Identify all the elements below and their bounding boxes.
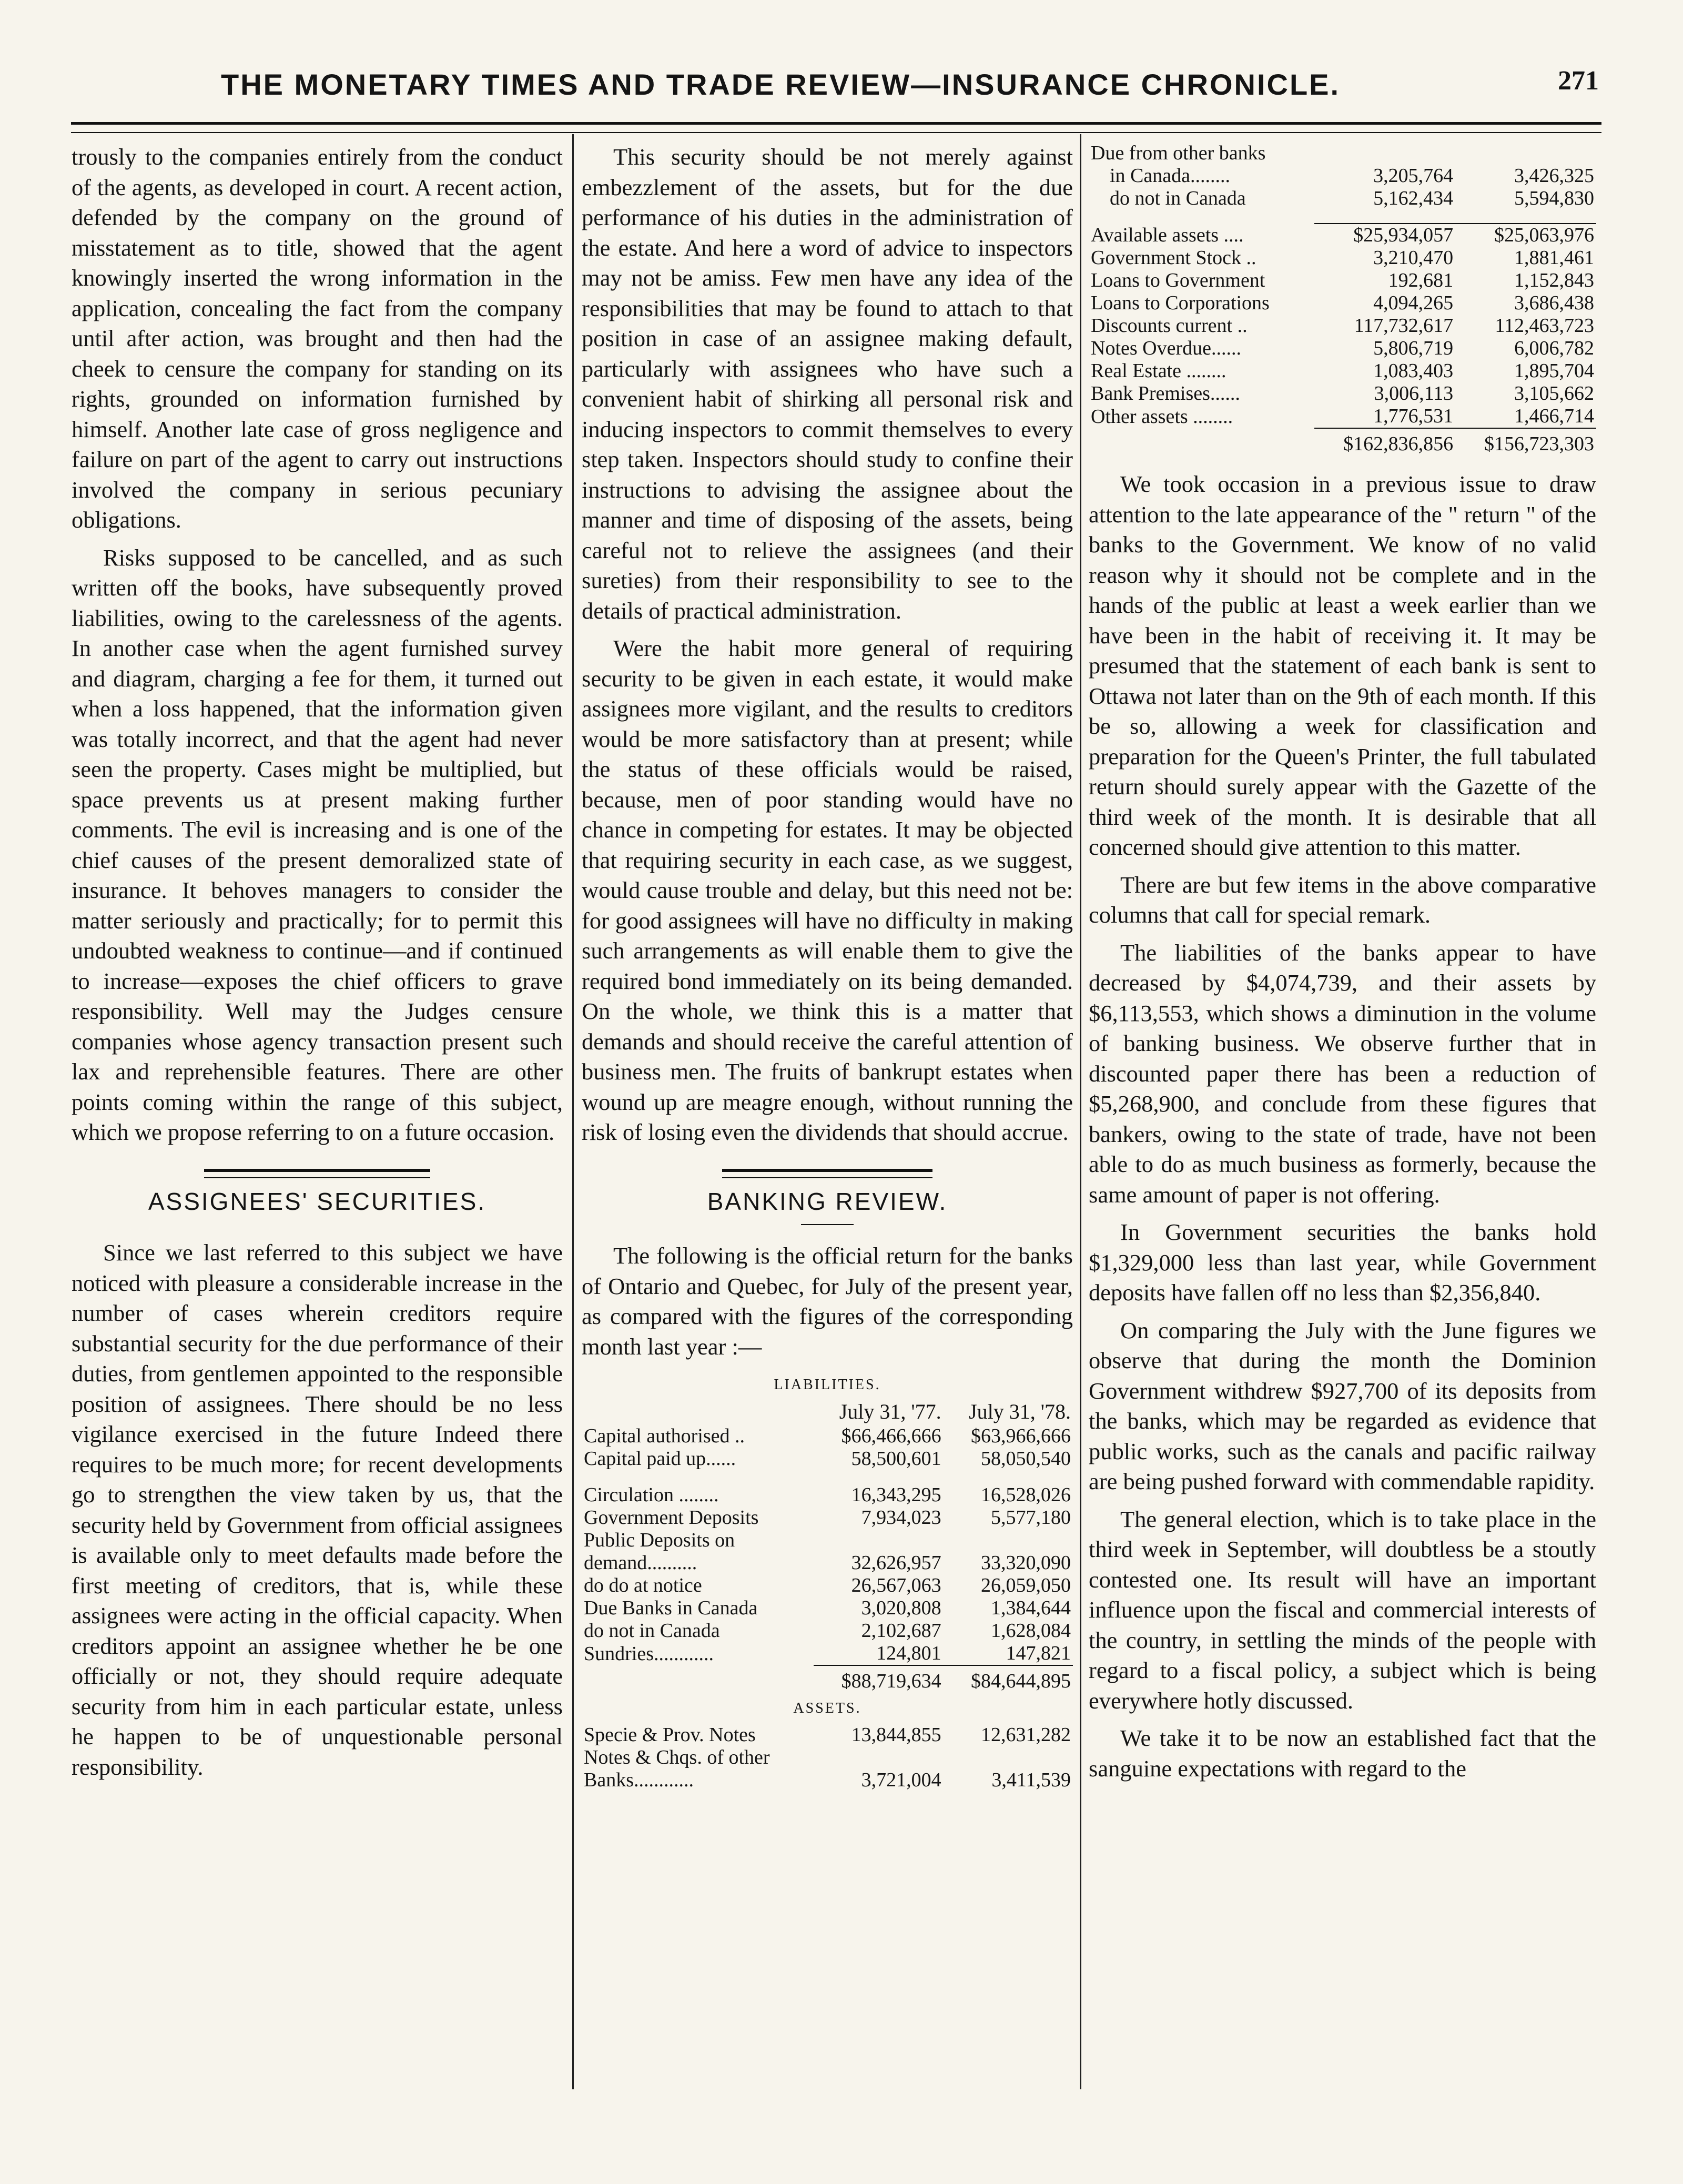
column-head-1877: July 31, '77.	[839, 1400, 941, 1423]
liabilities-heading: LIABILITIES.	[774, 1377, 881, 1393]
table-row	[582, 1529, 1073, 1552]
row-label: do not in Canada	[584, 1620, 720, 1642]
row-value: 1,384,644	[991, 1597, 1071, 1619]
row-label: Capital authorised ..	[584, 1425, 745, 1447]
row-value	[1314, 142, 1455, 165]
row-label: Sundries............	[584, 1643, 714, 1665]
row-value: 2,102,687	[861, 1620, 941, 1642]
table-row	[582, 1724, 1073, 1746]
row-label: do not in Canada	[1110, 187, 1246, 209]
table-spacer	[582, 1470, 1073, 1484]
row-label: Capital paid up......	[584, 1448, 736, 1470]
table-row	[1089, 315, 1596, 337]
row-value: 192,681	[1388, 269, 1454, 291]
row-label: Specie & Prov. Notes	[584, 1724, 756, 1746]
row-label: Discounts current ..	[1091, 315, 1248, 337]
row-value: 147,821	[1006, 1642, 1071, 1664]
running-title: THE MONETARY TIMES AND TRADE REVIEW—INSURANCE CHRONICLE.	[221, 68, 1341, 101]
paragraph: We took occasion in a previous issue to draw attention to the late appearance of the " return " of the banks to the Government. We know of no valid reason why it should not be complete and in the hands of the public at least a week earlier than we have been in the habit of receiving it. It may be presumed that the statement of each bank is sent to Ottawa not later than on the 9th of each month. If this be so, allowing a week for classification and preparation for the Queen's Printer, the full tabulated return should surely appear with the Gazette of the third week of the month. It is desirable that all concerned should give attention to this matter.	[1089, 471, 1596, 860]
row-label: Notes & Chqs. of other	[584, 1746, 770, 1768]
row-value: 3,020,808	[861, 1597, 941, 1619]
row-label: Banks............	[584, 1769, 694, 1791]
row-value: 5,806,719	[1373, 337, 1454, 359]
paragraph: On comparing the July with the June figures we observe that during the month the Dominion Government withdrew $927,700 of its deposits from the banks, which may be regarded as evidence that public works, such as the canals and pacific railway are being pushed forward with commendable rapidity.	[1089, 1317, 1596, 1494]
table-row	[1089, 292, 1596, 315]
table-total-row	[1089, 428, 1596, 456]
paragraph: Were the habit more general of requiring security to be given in each estate, it would make assignees more vigilant, and the results to creditors would be more satisfactory than at present; while the status of these officials would be raised, because, men of poor standing would have no chance in competing for estates. It may be objected that requiring security in each case, as we suggest, would cause trouble and delay, but this need not be: for good assignees will have no difficulty in making such arrangements as will enable them to give the required bond immediately on its being demanded. On the whole, we think this is a matter that demands and should receive the careful attention of business men. The fruits of bankrupt estates when wound up are meagre enough, without running the risk of losing even the dividends that should accrue.	[582, 635, 1073, 1145]
row-value	[944, 1529, 1073, 1552]
row-label: Circulation ........	[584, 1484, 719, 1506]
row-label: Available assets ....	[1091, 224, 1244, 246]
row-value: 26,059,050	[981, 1574, 1071, 1596]
paragraph: There are but few items in the above comparative columns that call for special remark.	[1089, 871, 1596, 928]
row-value: 32,626,957	[851, 1552, 941, 1574]
row-value	[1455, 142, 1596, 165]
page-number: 271	[1558, 66, 1599, 96]
total-value: $162,836,856	[1314, 428, 1455, 456]
total-value: $88,719,634	[814, 1665, 943, 1693]
row-value: 58,500,601	[851, 1448, 941, 1470]
row-value: 3,411,539	[991, 1769, 1071, 1791]
row-value: 1,083,403	[1373, 360, 1454, 382]
page-header	[63, 58, 1599, 110]
table-row	[1089, 224, 1596, 247]
table-row	[1089, 165, 1596, 187]
row-value: $25,934,057	[1314, 224, 1455, 247]
section-rule	[722, 1169, 932, 1178]
row-label: Notes Overdue......	[1091, 337, 1241, 359]
row-value: 3,105,662	[1514, 382, 1594, 405]
row-value: 12,631,282	[981, 1724, 1071, 1746]
row-value: 3,686,438	[1514, 292, 1594, 314]
paragraph: The liabilities of the banks appear to have decreased by $4,074,739, and their assets by $6,113,553, which shows a diminution in the volume of banking business. We observe further that in discounted paper there has been a reduction of $5,268,900, and conclude from these figures that bankers, owing to the state of trade, have not been able to do as much business as formerly, because the same amount of paper is not offering.	[1089, 939, 1596, 1208]
row-value	[944, 1746, 1073, 1769]
column-divider	[572, 134, 574, 2089]
row-value: 16,343,295	[851, 1484, 941, 1506]
section-title-assignees: ASSIGNEES' SECURITIES.	[148, 1187, 486, 1215]
table-row	[582, 1642, 1073, 1665]
table-row	[1089, 187, 1596, 210]
table-row	[582, 1425, 1073, 1448]
table-row	[1089, 337, 1596, 360]
table-row	[582, 1552, 1073, 1574]
paragraph: Risks supposed to be cancelled, and as such written off the books, have subsequently proved liabilities, owing to the carelessness of the agents. In another case when the agent furnished survey and diagram, charging a fee for them, it turned out when a loss happened, that the information given was totally incorrect, and that the agent had never seen the property. Cases might be multiplied, but space prevents us at present making further comments. The evil is increasing and is one of the chief causes of the present demoralized state of insurance. It behoves managers to consider the matter seriously and practically; for to permit this undoubted weakness to continue—and if continued to increase—exposes the chief officers to grave responsibility. Well may the Judges censure companies whose agency transaction present such lax and reprehensible features. There are other points coming within the range of this subject, which we propose referring to on a future occasion.	[72, 544, 563, 1145]
assets-heading-row	[582, 1693, 1073, 1724]
row-value: 26,567,063	[851, 1574, 941, 1596]
row-value: 3,426,325	[1514, 165, 1594, 187]
row-value: 3,205,764	[1373, 165, 1454, 187]
paragraph: We take it to be now an established fact that the sanguine expectations with regard to the	[1089, 1725, 1596, 1782]
table-row	[582, 1448, 1073, 1470]
row-label: Due from other banks	[1091, 142, 1266, 164]
row-value	[814, 1529, 943, 1552]
column-3	[1089, 142, 1596, 2100]
row-value: 117,732,617	[1354, 315, 1454, 337]
row-value: 1,628,084	[991, 1620, 1071, 1642]
table-row	[582, 1769, 1073, 1792]
table-row	[1089, 247, 1596, 269]
row-value: 33,320,090	[981, 1552, 1071, 1574]
row-value: 1,895,704	[1514, 360, 1594, 382]
row-label: Loans to Government	[1091, 269, 1265, 291]
row-value: 124,801	[876, 1642, 941, 1664]
row-label: Due Banks in Canada	[584, 1597, 758, 1619]
table-spacer	[1089, 210, 1596, 224]
paragraph: This security should be not merely against embezzlement of the assets, but for the due performance of his duties in the administration of the estate. And here a word of advice to inspectors may not be amiss. Few men have any idea of the responsibilities that may be found to attach to that position in case of an assignee making default, particularly with assignees who have such a convenient habit of shirking all personal risk and inducing inspectors to commit themselves to every step taken. Inspectors should study to confine their instructions to advising the assignee about the manner and time of disposing of the assets, being careful not to relieve the assignees (and their sureties) from their responsibility to see to the details of practical administration.	[582, 144, 1073, 624]
table-row	[1089, 269, 1596, 292]
row-value: 7,934,023	[861, 1506, 941, 1529]
row-value: 4,094,265	[1373, 292, 1454, 314]
short-rule	[801, 1224, 854, 1225]
row-label: Government Stock ..	[1091, 247, 1256, 269]
row-label: Public Deposits on	[584, 1529, 735, 1551]
section-title-banking: BANKING REVIEW.	[707, 1187, 948, 1215]
banking-table	[582, 1369, 1073, 1792]
row-value: 6,006,782	[1514, 337, 1594, 359]
banking-table-continued	[1089, 142, 1596, 456]
column-2	[582, 142, 1073, 2100]
paragraph: Since we last referred to this subject we have noticed with pleasure a considerable increase in the number of cases wherein creditors require substantial security for the due performance of their duties, from gentlemen appointed to the responsible position of assignees. There should be no less vigilance exercised in the future Indeed there requires to be much more; for recent developments go to strengthen the view taken by us, that the security held by Government from official assignees is available only to meet defaults made before the first meeting of creditors, that is, while these assignees were acting in the official capacity. When creditors appoint an assignee whether he be one officially or not, they should require adequate security from him in each particular estate, unless he happen to be of unquestionable personal responsibility.	[72, 1239, 563, 1780]
row-value: $63,966,666	[971, 1425, 1071, 1447]
row-value: 16,528,026	[981, 1484, 1071, 1506]
row-value: 5,162,434	[1373, 187, 1454, 209]
row-value: 5,594,830	[1514, 187, 1594, 209]
row-value	[814, 1746, 943, 1769]
row-value: 5,577,180	[991, 1506, 1071, 1529]
row-value: 3,006,113	[1374, 382, 1454, 405]
paragraph: In Government securities the banks hold $1,329,000 less than last year, while Government deposits have fallen off no less than $2,356,840.	[1089, 1219, 1596, 1306]
row-value: $66,466,666	[841, 1425, 941, 1447]
total-value: $84,644,895	[944, 1665, 1073, 1693]
table-row	[582, 1484, 1073, 1506]
row-value: 1,776,531	[1373, 405, 1454, 427]
row-label: demand..........	[584, 1552, 697, 1574]
row-value: 58,050,540	[981, 1448, 1071, 1470]
column-1	[72, 142, 563, 2100]
row-label: Other assets ........	[1091, 406, 1233, 428]
row-value: 13,844,855	[851, 1724, 941, 1746]
table-row	[582, 1746, 1073, 1769]
paragraph: trously to the companies entirely from the conduct of the agents, as developed in court. A recent action, defended by the company on the ground of misstatement as to title, showed that the agent knowingly inserted the wrong information in the application, concealing the fact from the company until after action, was brought and then had the cheek to censure the company for standing on its rights, grounded on information furnished by himself. Another late case of gross negligence and failure on part of the agent to carry out instructions involved the company in serious pecuniary obligations.	[72, 144, 563, 533]
table-row	[582, 1574, 1073, 1597]
row-value: $25,063,976	[1455, 224, 1596, 247]
row-label: in Canada........	[1110, 165, 1231, 187]
row-value: 3,721,004	[861, 1769, 941, 1791]
row-label: Government Deposits	[584, 1506, 759, 1529]
total-value: $156,723,303	[1455, 428, 1596, 456]
row-value: 3,210,470	[1373, 247, 1454, 269]
row-label: Loans to Corporations	[1091, 292, 1270, 314]
assets-heading: ASSETS.	[793, 1700, 861, 1716]
column-divider	[1080, 134, 1081, 2089]
header-rule	[71, 122, 1601, 133]
table-row	[1089, 360, 1596, 382]
table-row	[1089, 142, 1596, 165]
table-row	[582, 1506, 1073, 1529]
paragraph: The following is the official return for the banks of Ontario and Quebec, for July of the present year, as compared with the figures of the corresponding month last year :—	[582, 1242, 1073, 1360]
row-label: Bank Premises......	[1091, 382, 1240, 405]
table-row	[1089, 405, 1596, 428]
table-total-row	[582, 1665, 1073, 1693]
table-row	[1089, 382, 1596, 405]
row-value: 112,463,723	[1495, 315, 1594, 337]
table-row	[582, 1620, 1073, 1642]
table-row	[582, 1597, 1073, 1620]
row-label: Real Estate ........	[1091, 360, 1226, 382]
section-rule	[204, 1169, 430, 1178]
row-value: 1,466,714	[1514, 405, 1594, 427]
column-head-1878: July 31, '78.	[969, 1400, 1071, 1423]
row-value: 1,152,843	[1514, 269, 1594, 291]
row-label: do do at notice	[584, 1574, 702, 1596]
row-value: 1,881,461	[1514, 247, 1594, 269]
paragraph: The general election, which is to take place in the third week in September, will doubtless be a stoutly contested one. Its result will have an important influence upon the fiscal and commercial interests of the country, in settling the minds of the people with regard to a fiscal policy, a subject which is being everywhere hotly discussed.	[1089, 1505, 1596, 1714]
